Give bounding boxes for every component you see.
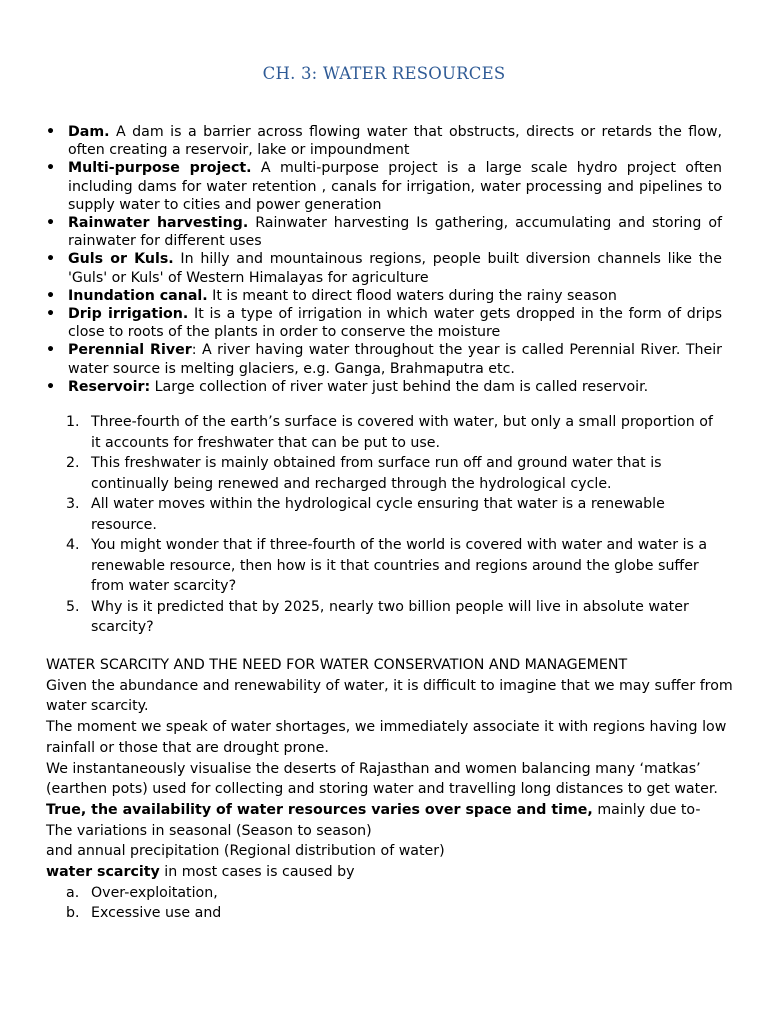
- bullet-icon: •: [46, 124, 56, 140]
- definition-item: [46, 341, 722, 377]
- paragraph-text: mainly due to-: [592, 801, 701, 818]
- paragraph: Given the abundance and renewability of water, it is difficult to imagine that we may suffer from water scarcity.: [46, 677, 733, 715]
- water-scarcity-section: [46, 655, 736, 924]
- definition-term: Reservoir:: [68, 378, 151, 395]
- bullet-icon: •: [46, 342, 56, 359]
- list-number: 2.: [66, 455, 80, 471]
- bullet-icon: •: [46, 215, 56, 232]
- fact-item: [46, 412, 726, 453]
- bullet-icon: •: [46, 306, 56, 323]
- cause-item: [46, 903, 736, 924]
- cause-text: Over-exploitation,: [91, 884, 218, 901]
- paragraph: The variations in seasonal (Season to season): [46, 822, 372, 839]
- paragraph: and annual precipitation (Regional distribution of water): [46, 843, 445, 860]
- definitions-list: [46, 123, 722, 396]
- fact-text: You might wonder that if three-fourth of the world is covered with water and water is a renewable resource, then how is it that countries and regions around the globe suffer from water scarcity?: [91, 537, 708, 594]
- definition-item: [46, 378, 722, 396]
- facts-list: [46, 412, 726, 638]
- list-letter: a.: [66, 884, 80, 901]
- paragraph-text: in most cases is caused by: [159, 864, 355, 881]
- definition-term: Drip irrigation.: [68, 306, 189, 323]
- fact-text: Why is it predicted that by 2025, nearly two billion people will live in absolute water scarcity?: [91, 598, 689, 635]
- fact-item: [46, 494, 726, 535]
- definition-term: Guls or Kuls.: [68, 251, 174, 268]
- list-number: 3.: [66, 496, 80, 512]
- fact-item: [46, 535, 726, 597]
- paragraph: [46, 862, 736, 883]
- definition-text: Large collection of river water just behind the dam is called reservoir.: [150, 378, 649, 395]
- definition-text: In hilly and mountainous regions, people built diversion channels like the 'Guls' or Kuls' of Western Himalayas for agriculture: [68, 251, 723, 286]
- bold-statement: True, the availability of water resources varies over space and time,: [46, 801, 593, 818]
- bullet-icon: •: [46, 378, 56, 395]
- definition-item: [46, 287, 722, 305]
- list-number: 5.: [66, 598, 80, 615]
- definition-term: Dam.: [68, 124, 110, 140]
- section-heading: WATER SCARCITY AND THE NEED FOR WATER CONSERVATION AND MANAGEMENT: [46, 657, 628, 673]
- definition-text: Rainwater harvesting Is gathering, accumulating and storing of rainwater for different uses: [68, 215, 723, 250]
- list-number: 4.: [66, 537, 80, 553]
- list-letter: b.: [66, 905, 80, 922]
- definition-term: Rainwater harvesting.: [68, 215, 249, 232]
- definition-text: A multi-purpose project is a large scale hydro project often including dams for water retention , canals for irrigation, water processing and pipelines to supply water to cities and power generation: [68, 160, 722, 213]
- cause-text: Excessive use and: [91, 905, 222, 922]
- definition-text: It is meant to direct flood waters during the rainy season: [207, 287, 617, 304]
- paragraph: [46, 800, 736, 821]
- fact-text: This freshwater is mainly obtained from surface run off and ground water that is continually being renewed and recharged through the hydrological cycle.: [91, 455, 662, 492]
- fact-item: [46, 453, 726, 494]
- definition-item: [46, 250, 722, 286]
- definition-term: Perennial River: [68, 342, 192, 359]
- bullet-icon: •: [46, 160, 56, 177]
- fact-text: Three-fourth of the earth’s surface is covered with water, but only a small proportion of it accounts for freshwater that can be put to use.: [91, 414, 713, 451]
- definition-item: [46, 123, 722, 159]
- page-title: CH. 3: WATER RESOURCES: [262, 64, 506, 83]
- definition-text: A dam is a barrier across flowing water that obstructs, directs or retards the flow, often creating a reservoir, lake or impoundment: [68, 124, 722, 159]
- definition-text: It is a type of irrigation in which water gets dropped in the form of drips close to roots of the plants in order to conserve the moisture: [68, 306, 722, 341]
- fact-item: [46, 597, 726, 638]
- causes-list: [46, 883, 736, 924]
- list-number: 1.: [66, 414, 80, 430]
- fact-text: All water moves within the hydrological cycle ensuring that water is a renewable resource.: [91, 496, 665, 533]
- paragraph: We instantaneously visualise the deserts of Rajasthan and women balancing many ‘matkas’ (earthen pots) used for collecting and storing water and travelling long distances to get water.: [46, 760, 718, 798]
- definition-item: [46, 214, 722, 250]
- definition-term: Inundation canal.: [68, 287, 208, 304]
- definition-item: [46, 305, 722, 341]
- definition-text: : A river having water throughout the year is called Perennial River. Their water source is melting glaciers, e.g. Ganga, Brahmaputra etc.: [68, 342, 723, 377]
- bullet-icon: •: [46, 287, 56, 304]
- cause-item: [46, 883, 736, 904]
- bullet-icon: •: [46, 251, 56, 268]
- bold-term: water scarcity: [46, 864, 160, 881]
- paragraph: The moment we speak of water shortages, we immediately associate it with regions having low rainfall or those that are drought prone.: [46, 719, 727, 756]
- definition-item: [46, 159, 722, 214]
- definition-term: Multi-purpose project.: [68, 160, 252, 177]
